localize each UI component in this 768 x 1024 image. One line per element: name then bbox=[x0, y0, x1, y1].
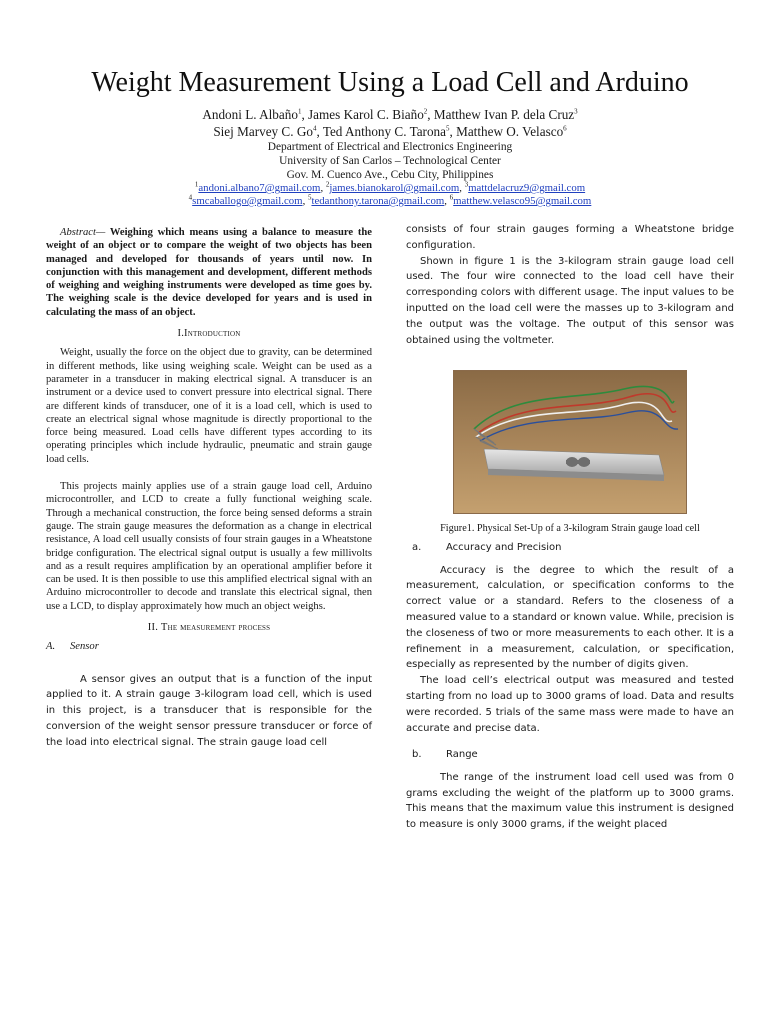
author-name: Ted Anthony C. Tarona bbox=[322, 124, 446, 139]
author-name: Andoni L. Albaño bbox=[202, 107, 298, 122]
author-name: Siej Marvey C. Go bbox=[213, 124, 313, 139]
range-paragraph: The range of the instrument load cell used was from 0 grams excluding the weight of the platform up to 3000 grams. This means that the maximum value this instrument is designed to measure is only 3000 grams, if the weight placed bbox=[406, 771, 734, 831]
emails-line-1: $^1$andoni.albano7@gmail.com, $^2$james.bianokarol@gmail.com, $^3$mattdelacruz9@gmail.com bbox=[194, 180, 586, 194]
load-cell-photo bbox=[453, 370, 687, 514]
subsection-heading-accuracy bbox=[406, 541, 734, 554]
two-column-body bbox=[46, 226, 734, 833]
subsection-title: Range bbox=[446, 749, 478, 761]
emails-line-2: $^4$smcaballogo@gmail.com, $^5$tedanthony.tarona@gmail.com, $^6$matthew.velasco95@gmail.com bbox=[188, 193, 592, 207]
author-sup: 3 bbox=[574, 107, 578, 116]
subsection-title: Accuracy and Precision bbox=[446, 542, 562, 554]
affiliation-university: University of San Carlos – Technological Center bbox=[279, 155, 501, 167]
subsection-heading-sensor bbox=[46, 640, 372, 653]
abstract bbox=[46, 226, 372, 319]
email-sup: 2 bbox=[325, 180, 330, 189]
email-sup: 1 bbox=[194, 180, 199, 189]
section-heading-measurement bbox=[46, 621, 372, 634]
author-sup: 4 bbox=[312, 124, 317, 133]
accuracy-paragraph-1: Accuracy is the degree to which the result of a measurement, calculation, or specification conforms to the correct value or a standard. Refers to the closeness of a measured value to a standard or known value. While, precision is the closeness of two or more measurements to each other. It is a refinement in a measurement, calculation, or specification, especially as represented by the number of digits given. bbox=[406, 564, 734, 671]
email-sup: 4 bbox=[188, 193, 193, 202]
affiliation-department: Department of Electrical and Electronics Engineering bbox=[267, 141, 513, 153]
figure-caption: Figure1. Physical Set-Up of a 3-kilogram Strain gauge load cell bbox=[440, 523, 700, 535]
author-name: Matthew O. Velasco bbox=[456, 124, 564, 139]
email-link[interactable]: james.bianokarol@gmail.com bbox=[329, 182, 460, 194]
figure-intro-paragraph: Shown in figure 1 is the 3-kilogram strain gauge load cell used. The four wire connected to the load cell have their corresponding colors with different usage. The input values to be inputted on the load cell were the masses up to 3-kilogram and the output was the voltage. The output of this sensor was obtained using the voltmeter. bbox=[406, 255, 734, 346]
subsection-heading-range bbox=[406, 748, 734, 761]
right-column bbox=[406, 222, 734, 833]
email-link[interactable]: matthew.velasco95@gmail.com bbox=[453, 195, 592, 207]
subsection-label: b. bbox=[412, 749, 422, 761]
email-link[interactable]: smcaballogo@gmail.com bbox=[192, 195, 303, 207]
sensor-paragraph: A sensor gives an output that is a function of the input applied to it. A strain gauge 3-kilogram load cell, which is used in this project, is a transducer that is responsible for the conversion of the weight sensor pressure transducer or force of the load into electrical signal. The strain gauge load cell bbox=[46, 673, 372, 748]
section-number: I. bbox=[177, 328, 185, 340]
abstract-label: Abstract— bbox=[60, 227, 106, 238]
email-link[interactable]: tedanthony.tarona@gmail.com bbox=[311, 195, 445, 207]
intro-paragraph-1: Weight, usually the force on the object due to gravity, can be determined in different methods, like using weighing scale. Weight can be used as a parameter in a transducer in making electrical signal. A transducer is an instrument or a device used to convert pressure into electrical signal. There are different kinds of transducer, one of it is a load cell, which is used to create an electrical signal whose magnitude is directly proportional to the force being measured. Load cells have different types according to its operating principles which include hydraulic, pneumatic and strain gauge load cells. bbox=[46, 347, 372, 465]
intro-paragraph-2: This projects mainly applies use of a strain gauge load cell, Arduino microcontroller, and LCD to create a fully functional weighing scale. Through a mechanical construction, the force being sensed deforms a strain gauge. The strain gauge measures the deformation as a change in electrical resistance, A load cell usually consists of four strain gauges in a Wheatstone bridge configuration. The electrical signal output is usually a few millivolts and as a result requires amplification by an operational amplifier before it can be used. It is then possible to use this amplified electrical signal with an Arduino microcontroller to decode and translate this electrical signal, then use a LCD, to display approximately how much an object weighs. bbox=[46, 481, 372, 612]
affiliation-address: Gov. M. Cuenco Ave., Cebu City, Philippines bbox=[286, 169, 494, 181]
continued-paragraph: consists of four strain gauges forming a Wheatstone bridge configuration. bbox=[406, 224, 734, 251]
accuracy-paragraph-2: The load cell’s electrical output was measured and tested starting from no load up to 3000 grams of load. Data and results were recorded. 5 trials of the same mass were made to have an accurate and precise data. bbox=[406, 675, 734, 734]
subsection-title: Sensor bbox=[70, 641, 99, 653]
email-link[interactable]: mattdelacruz9@gmail.com bbox=[468, 182, 586, 194]
email-sup: 6 bbox=[449, 193, 454, 202]
subsection-label: a. bbox=[412, 542, 422, 554]
subsection-label: A. bbox=[46, 641, 56, 653]
email-sup: 5 bbox=[307, 193, 312, 202]
section-number: II. bbox=[147, 622, 159, 634]
authors-line-2: Siej Marvey C. Go$^4$, Ted Anthony C. Tarona$^5$, Matthew O. Velasco$^6$ bbox=[213, 124, 567, 139]
section-heading-introduction bbox=[46, 327, 372, 340]
load-cell-image bbox=[454, 371, 686, 513]
paper-title: Weight Measurement Using a Load Cell and Arduino bbox=[91, 67, 689, 98]
author-sup: 6 bbox=[563, 124, 567, 133]
author-name: James Karol C. Biaño bbox=[308, 107, 424, 122]
email-sup: 3 bbox=[464, 180, 469, 189]
left-column bbox=[46, 226, 372, 833]
authors-line-1: Andoni L. Albaño$^1$, James Karol C. Biaño$^2$, Matthew Ivan P. dela Cruz$^3$ bbox=[202, 107, 578, 122]
author-name: Matthew Ivan P. dela Cruz bbox=[433, 107, 575, 122]
author-sup: 5 bbox=[446, 124, 450, 133]
section-title: The measurement process bbox=[160, 622, 271, 634]
author-sup: 2 bbox=[423, 107, 428, 116]
section-title: Introduction bbox=[184, 328, 241, 340]
abstract-text: Weighing which means using a balance to measure the weight of an object or to compare the weight of two objects has been managed and developed for thousands of years until now. In conjunction with this management and development, different methods of weighing and weighing instruments were developed as time goes by. The weighing scale is the device developed for years and is used in calculating the mass of an object. bbox=[46, 227, 372, 318]
email-link[interactable]: andoni.albano7@gmail.com bbox=[198, 182, 321, 194]
author-sup: 1 bbox=[297, 107, 302, 116]
